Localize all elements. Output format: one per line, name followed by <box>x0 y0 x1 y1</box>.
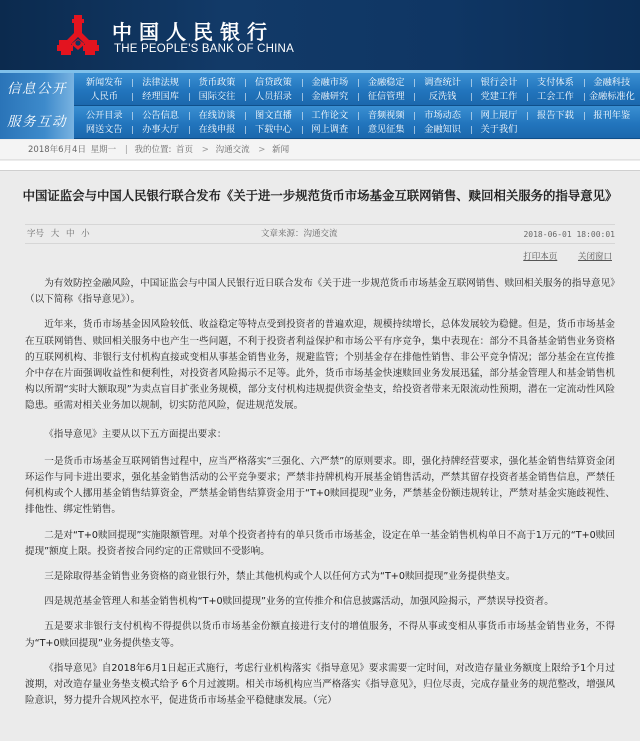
current-weekday: 星期一 <box>90 145 117 155</box>
nav-link[interactable]: 下载中心 <box>245 123 301 137</box>
font-size-control <box>27 225 90 244</box>
article-paragraph: 二是对“T+0赎回提现”实施限额管理。对单个投资者持有的单只货币市场基金，设定在单一基金销售机构单日不高于1万元的“T+0赎回提现”额度上限。投资者按合同约定的正常赎回不受影响。 <box>25 529 615 557</box>
article-paragraph: 《指导意见》主要从以下五方面提出要求： <box>44 428 227 440</box>
divider: | <box>124 145 128 155</box>
nav-link[interactable]: 反洗钱 <box>414 90 470 104</box>
article-body <box>25 276 615 718</box>
nav-link[interactable]: 关于我们 <box>471 123 527 137</box>
spacer <box>0 161 640 171</box>
nav-link[interactable]: 新闻发布 <box>85 77 123 88</box>
font-size-small-button[interactable]: 小 <box>81 229 90 239</box>
article-paragraph: 近年来，货币市场基金因风险较低、收益稳定等特点受到投资者的普遍欢迎，规模持续增长，总体发展较为稳健。但是，货币市场基金在互联网销售、赎回相关服务中也产生一些问题，不利于投资者利益保护和市场公平有序竞争，集中表现在：部分不具备基金销售业务资格的互联网机构、非银行支付机构直接或变相从事基金销售业务，规避监管；个别基金存在排他性销售、非公平竞争情况；部分基金在宣传推介中存在片面强调收益性和便利性，对投资者风险揭示不足等。此外，货币市场基金快速赎回业务发展迅猛，部分基金管理人和基金销售机构以所谓“实时大额取现”为卖点盲目扩张业务规模，部分支付机构违规提供资金垫支，给投资者带来无限流动性预期，潜在一定流动性风险隐患。亟需对相关业务加以规制，切实防范风险，促进规范发展。 <box>25 319 615 412</box>
article-source: 文章来源：沟通交流 <box>261 229 338 239</box>
breadcrumb-news[interactable]: 新闻 <box>272 145 290 155</box>
nav-link[interactable]: 党建工作 <box>471 90 527 104</box>
location-label: 我的位置: <box>134 145 172 155</box>
nav-link[interactable]: 银行会计 <box>471 76 527 90</box>
nav-link[interactable]: 经理国库 <box>132 90 188 104</box>
article-paragraph: 《指导意见》自2018年6月1日起正式施行，考虑行业机构落实《指导意见》要求需要一定时间，对改造存量业务额度上限给予1个月过渡期，对改造存量业务垫支模式给予 6个月过渡期。相关市场机构应当严格落实《指导意见》，归位尽责，完成存量业务的规范整改，增强风险意识，努力提升合规风控水平，促进货币市场基金平稳健康发展。（完） <box>25 662 615 707</box>
nav-link[interactable]: 国际交往 <box>189 90 245 104</box>
nav-links-grid <box>76 76 640 104</box>
nav-link[interactable]: 征信管理 <box>358 90 414 104</box>
nav-info-disclosure <box>0 73 640 106</box>
nav-link[interactable]: 金融科技 <box>584 76 640 90</box>
article-paragraph: 为有效防控金融风险，中国证监会与中国人民银行近日联合发布《关于进一步规范货币市场基金互联网销售、赎回相关服务的指导意见》（以下简称《指导意见》）。 <box>25 278 616 306</box>
nav-section-label: 服务互动 <box>0 106 74 139</box>
nav-link[interactable]: 意见征集 <box>358 123 414 137</box>
article-datetime: 2018-06-01 18:00:01 <box>523 230 615 239</box>
chevron-right-icon: > <box>258 145 266 155</box>
nav-links-grid <box>76 109 640 137</box>
nav-link[interactable]: 网上调查 <box>302 123 358 137</box>
nav-link[interactable]: 网上展厅 <box>471 109 527 123</box>
nav-link[interactable]: 人民币 <box>90 91 118 102</box>
article-container <box>0 172 640 741</box>
nav-section-label: 信息公开 <box>0 73 74 106</box>
site-logo-english[interactable]: THE PEOPLE'S BANK OF CHINA <box>114 43 294 55</box>
font-size-medium-button[interactable]: 中 <box>65 229 75 239</box>
nav-link[interactable]: 法律法规 <box>132 76 188 90</box>
nav-link[interactable]: 人员招录 <box>245 90 301 104</box>
print-page-link[interactable]: 打印本页 <box>523 252 558 262</box>
nav-link[interactable]: 调查统计 <box>414 76 470 90</box>
nav-link[interactable]: 支付体系 <box>527 76 583 90</box>
nav-link[interactable]: 市场动态 <box>414 109 470 123</box>
nav-link[interactable]: 金融市场 <box>302 76 358 90</box>
font-size-label: 字号 <box>27 229 45 239</box>
pboc-emblem-icon <box>55 14 101 58</box>
chevron-right-icon: > <box>201 145 209 155</box>
nav-link[interactable]: 在线访谈 <box>189 109 245 123</box>
nav-link[interactable]: 信贷政策 <box>245 76 301 90</box>
article-paragraph: 三是除取得基金销售业务资格的商业银行外，禁止其他机构或个人以任何方式为“T+0赎回提现”业务提供垫支。 <box>44 571 516 583</box>
nav-link[interactable]: 报告下载 <box>527 109 583 123</box>
font-size-large-button[interactable]: 大 <box>50 229 60 239</box>
nav-link[interactable]: 货币政策 <box>189 76 245 90</box>
nav-link[interactable]: 办事大厅 <box>132 123 188 137</box>
nav-link[interactable]: 图文直播 <box>245 109 301 123</box>
article-tools <box>505 250 612 262</box>
nav-link[interactable]: 金融研究 <box>302 90 358 104</box>
article-paragraph: 一是货币市场基金互联网销售过程中，应当严格落实“三强化、六严禁”的原则要求。即，强化持牌经营要求，强化基金销售结算资金闭环运作与同卡进出要求，强化基金销售活动的公平竞争要求；严禁非持牌机构开展基金销售活动，严禁其留存投资者基金销售信息，严禁任何机构或个人挪用基金销售结算资金，严禁基金销售结算资金用于“T+0赎回提现”业务，严禁基金份额违规转让，严禁对基金实施歧视性、排他性、绑定性销售。 <box>25 455 615 516</box>
nav-link[interactable]: 金融标准化 <box>584 90 640 104</box>
nav-link[interactable]: 网送文告 <box>85 124 123 135</box>
close-window-link[interactable]: 关闭窗口 <box>577 252 612 262</box>
article-title: 中国证监会与中国人民银行联合发布《关于进一步规范货币市场基金互联网销售、赎回相关服务的指导意见》 <box>22 188 618 203</box>
article-meta <box>25 224 615 244</box>
nav-link[interactable]: 金融知识 <box>414 123 470 137</box>
nav-link[interactable]: 公开目录 <box>85 110 123 121</box>
nav-service-interaction <box>0 106 640 139</box>
nav-link[interactable]: 音频视频 <box>358 109 414 123</box>
nav-link[interactable]: 工作论文 <box>302 109 358 123</box>
current-date: 2018年6月4日 <box>28 145 86 155</box>
article-paragraph: 四是规范基金管理人和基金销售机构“T+0赎回提现”业务的宣传推介和信息披露活动，加强风险揭示，严禁误导投资者。 <box>44 596 554 608</box>
nav-link[interactable]: 公告信息 <box>132 109 188 123</box>
site-logo-chinese[interactable]: 中国人民银行 <box>112 20 274 44</box>
nav-link[interactable]: 工会工作 <box>527 90 583 104</box>
nav-link[interactable]: 在线申报 <box>189 123 245 137</box>
article-paragraph: 五是要求非银行支付机构不得提供以货币市场基金份额直接进行支付的增值服务，不得从事或变相从事货币市场基金销售业务，不得为“T+0赎回提现”业务提供垫支等。 <box>25 621 615 649</box>
nav-link[interactable]: 报刊年鉴 <box>584 109 640 123</box>
nav-link[interactable]: 金融稳定 <box>358 76 414 90</box>
breadcrumb-communication[interactable]: 沟通交流 <box>215 145 250 155</box>
breadcrumb-bar <box>0 140 640 160</box>
breadcrumb-home[interactable]: 首页 <box>176 145 194 155</box>
site-header <box>0 0 640 72</box>
